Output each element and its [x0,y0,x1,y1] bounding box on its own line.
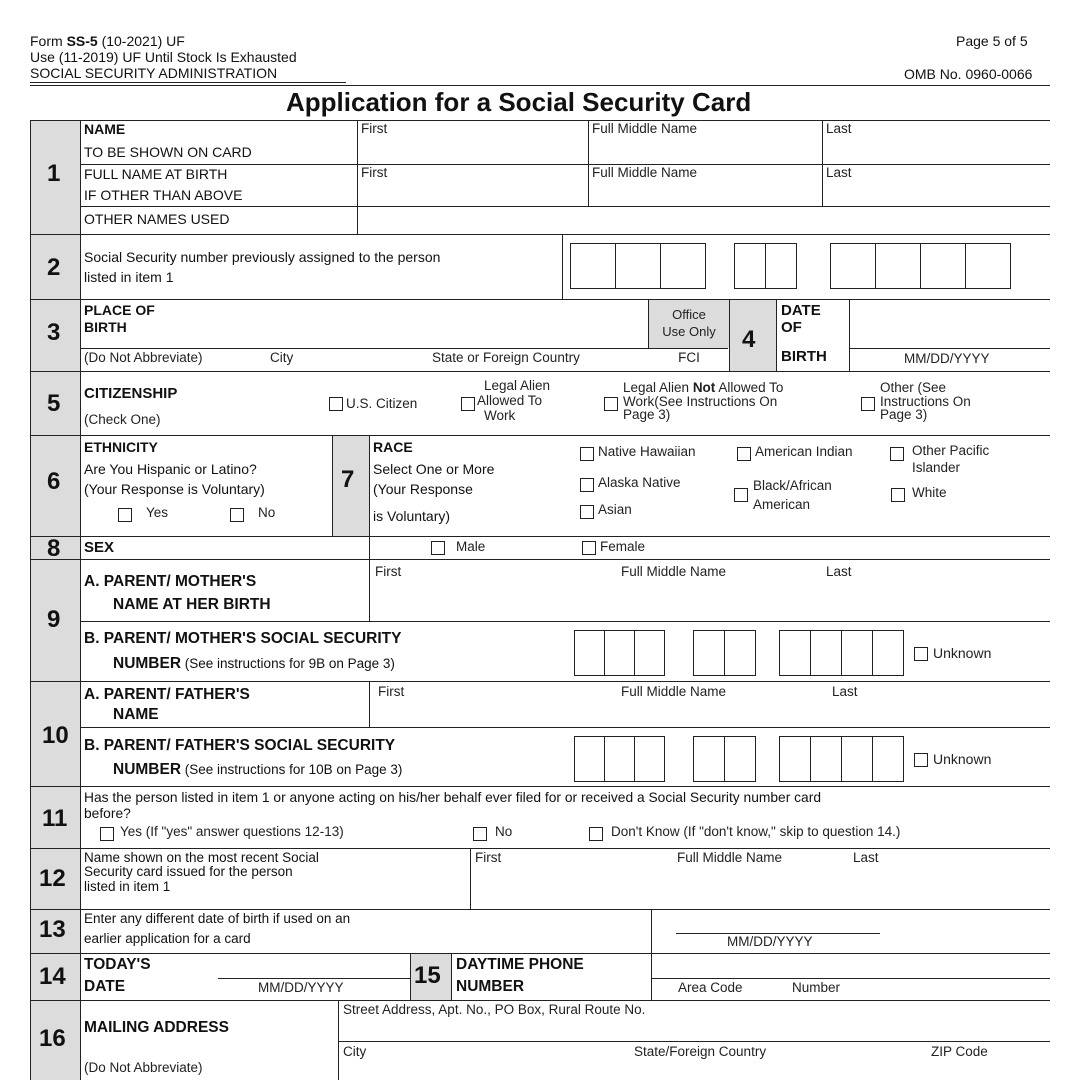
alaska-native-label: Alaska Native [598,475,681,490]
todays-date-format: MM/DD/YYYY [258,980,344,995]
item-14-number: 14 [39,963,66,990]
dob-format: MM/DD/YYYY [904,351,990,366]
hispanic-yes-label: Yes [146,505,169,520]
mailing-address-title: MAILING ADDRESS [84,1019,229,1036]
legal-alien-allowed-checkbox[interactable] [461,397,475,411]
item-3-number: 3 [47,319,61,346]
item-4-number: 4 [742,326,756,353]
item-6-number: 6 [47,468,61,495]
page-number: Page 5 of 5 [956,33,1028,49]
card-first-label: First [361,121,388,136]
father-ssn-unknown-label: Unknown [933,751,992,767]
recent-card-label-1: Name shown on the most recent Social [84,850,319,865]
na-pre: Legal Alien [623,380,693,395]
item-2-number: 2 [47,254,61,281]
mother-first-label: First [375,564,402,579]
dob-title-2: OF [781,319,802,336]
prior-card-yes-label: Yes (If "yes" answer questions 12-13) [120,824,344,839]
hispanic-no-label: No [258,505,276,520]
recent-first-label: First [475,850,502,865]
father-name-title-1: A. PARENT/ FATHER'S [84,686,250,703]
sex-male-checkbox[interactable] [431,541,445,555]
birth-last-label: Last [826,165,852,180]
mother-name-title-1: A. PARENT/ MOTHER'S [84,573,257,590]
white-checkbox[interactable] [891,488,905,502]
mother-ssn-unknown-checkbox[interactable] [914,647,928,661]
mother-name-title-2: NAME AT HER BIRTH [113,596,271,613]
name-on-card-sub: TO BE SHOWN ON CARD [84,144,252,160]
other-citizenship-label-2: Instructions On [880,394,971,409]
prior-card-dont-know-label: Don't Know (If "don't know," skip to question 14.) [611,824,901,839]
recent-card-label-2: Security card issued for the person [84,864,293,879]
father-first-label: First [378,684,405,699]
name-at-birth-label-1: FULL NAME AT BIRTH [84,166,228,182]
black-label-2: American [753,497,811,512]
mother-ssn-area-boxes[interactable] [574,630,665,676]
diff-dob-label-2: earlier application for a card [84,931,251,946]
ethnicity-title: ETHNICITY [84,439,158,455]
prior-card-no-checkbox[interactable] [473,827,487,841]
diff-dob-label-1: Enter any different date of birth if used on an [84,911,351,926]
father-ssn-unknown-checkbox[interactable] [914,753,928,767]
us-citizen-label: U.S. Citizen [346,396,418,411]
birth-state-label: State or Foreign Country [432,350,580,365]
father-ssn-title-1: B. PARENT/ FATHER'S SOCIAL SECURITY [84,737,396,754]
item-12-number: 12 [39,865,66,892]
na-post: Allowed To [715,380,784,395]
item-1-number: 1 [47,160,61,187]
hispanic-no-checkbox[interactable] [230,508,244,522]
race-label-3: is Voluntary) [373,508,451,524]
us-citizen-checkbox[interactable] [329,397,343,411]
mother-ssn-group-boxes[interactable] [693,630,756,676]
item-8-number: 8 [47,535,61,562]
item-10-number: 10 [42,722,69,749]
card-middle-label: Full Middle Name [592,121,698,136]
na-not: Not [692,380,716,395]
legal-alien-allowed-label-1: Legal Alien [484,378,551,393]
mailing-address-sub: (Do Not Abbreviate) [84,1060,203,1075]
other-pacific-label-2: Islander [912,460,961,475]
name-on-card-title: NAME [84,121,126,137]
legal-alien-not-allowed-label-1 [623,381,783,395]
white-label: White [912,485,947,500]
father-ssn-serial-boxes[interactable] [779,736,904,782]
legal-alien-not-allowed-label-2: Work(See Instructions On [623,394,778,409]
place-of-birth-sub: (Do Not Abbreviate) [84,350,203,365]
mother-ssn-number-word: NUMBER [113,655,182,672]
item-16-number: 16 [39,1025,66,1052]
other-pacific-label-1: Other Pacific [912,443,990,458]
birth-middle-label: Full Middle Name [592,165,698,180]
fci-label: FCI [678,350,700,365]
phone-number-label: Number [792,980,841,995]
father-last-label: Last [832,684,858,699]
mother-last-label: Last [826,564,852,579]
office-use-label-2: Use Only [662,324,716,339]
prior-card-yes-checkbox[interactable] [100,827,114,841]
mother-ssn-unknown-label: Unknown [933,645,992,661]
sex-male-label: Male [456,539,486,554]
sex-female-label: Female [600,539,646,554]
legal-alien-not-allowed-checkbox[interactable] [604,397,618,411]
office-use-label-1: Office [672,307,706,322]
item-15-number: 15 [414,962,441,989]
mother-middle-label: Full Middle Name [621,564,727,579]
father-ssn-note: (See instructions for 10B on Page 3) [181,762,403,777]
mother-ssn-note: (See instructions for 9B on Page 3) [181,656,395,671]
asian-checkbox[interactable] [580,505,594,519]
mother-ssn-serial-boxes[interactable] [779,630,904,676]
card-last-label: Last [826,121,852,136]
legal-alien-allowed-label-3: Work [484,408,516,423]
item-5-number: 5 [47,390,61,417]
address-zip-label: ZIP Code [931,1044,988,1059]
prev-ssn-serial-boxes[interactable] [830,243,1011,289]
citizenship-sub: (Check One) [84,412,161,427]
todays-date-title-2: DATE [84,978,126,995]
prev-ssn-group-boxes[interactable] [734,243,797,289]
sex-title: SEX [84,539,115,556]
other-citizenship-label-1: Other (See [880,380,947,395]
father-name-title-2: NAME [113,706,159,723]
diff-dob-format: MM/DD/YYYY [727,934,813,949]
address-state-label: State/Foreign Country [634,1044,767,1059]
daytime-phone-title-2: NUMBER [456,978,525,995]
item-9-number: 9 [47,606,61,633]
father-ssn-number-word: NUMBER [113,761,182,778]
father-ssn-group-boxes[interactable] [693,736,756,782]
race-label-2: (Your Response [373,481,473,497]
prev-ssn-label-1: Social Security number previously assigned to the person [84,249,441,265]
birth-first-label: First [361,165,388,180]
phone-area-code-label: Area Code [678,980,743,995]
alaska-native-checkbox[interactable] [580,478,594,492]
prior-card-dont-know-checkbox[interactable] [589,827,603,841]
prior-card-question-2: before? [84,806,131,821]
recent-card-label-3: listed in item 1 [84,879,171,894]
mother-ssn-title-1: B. PARENT/ MOTHER'S SOCIAL SECURITY [84,630,402,647]
prior-card-no-label: No [495,824,513,839]
omb-number: OMB No. 0960-0066 [904,66,1033,82]
race-label-1: Select One or More [373,461,495,477]
asian-label: Asian [598,502,632,517]
item-11-number: 11 [42,805,68,832]
other-citizenship-checkbox[interactable] [861,397,875,411]
address-city-label: City [343,1044,367,1059]
form-code: SS-5 [66,33,98,49]
place-of-birth-title-2: BIRTH [84,319,127,335]
american-indian-checkbox[interactable] [737,447,751,461]
form-number [30,33,185,49]
form-suffix: (10-2021) UF [97,33,185,49]
dob-title-1: DATE [781,302,821,319]
todays-date-title-1: TODAY'S [84,956,151,973]
item-7-number: 7 [341,466,355,493]
father-ssn-area-boxes[interactable] [574,736,665,782]
race-title: RACE [373,439,413,455]
street-address-label: Street Address, Apt. No., PO Box, Rural Route No. [343,1002,646,1017]
item-13-number: 13 [39,916,66,943]
form-prefix: Form [30,33,67,49]
legal-alien-not-allowed-label-3: Page 3) [623,407,671,422]
name-at-birth-label-2: IF OTHER THAN ABOVE [84,187,243,203]
recent-last-label: Last [853,850,879,865]
recent-middle-label: Full Middle Name [677,850,783,865]
other-pacific-checkbox[interactable] [890,447,904,461]
father-middle-label: Full Middle Name [621,684,727,699]
american-indian-label: American Indian [755,444,853,459]
prev-ssn-label-2: listed in item 1 [84,269,174,285]
sex-female-checkbox[interactable] [582,541,596,555]
other-citizenship-label-3: Page 3) [880,407,928,422]
place-of-birth-title-1: PLACE OF [84,302,155,318]
native-hawaiian-label: Native Hawaiian [598,444,696,459]
agency-name: SOCIAL SECURITY ADMINISTRATION [30,65,278,81]
ethnicity-question: Are You Hispanic or Latino? [84,461,257,477]
black-african-american-checkbox[interactable] [734,488,748,502]
ethnicity-note: (Your Response is Voluntary) [84,481,265,497]
prev-ssn-area-boxes[interactable] [570,243,706,289]
dob-title-3: BIRTH [781,348,827,365]
father-ssn-title-2 [113,761,402,779]
black-label-1: Black/African [753,478,832,493]
use-until-line: Use (11-2019) UF Until Stock Is Exhausted [30,49,297,65]
birth-city-label: City [270,350,294,365]
form-title: Application for a Social Security Card [286,87,752,117]
mother-ssn-title-2 [113,655,395,673]
hispanic-yes-checkbox[interactable] [118,508,132,522]
other-names-label: OTHER NAMES USED [84,211,230,227]
citizenship-title: CITIZENSHIP [84,385,178,402]
daytime-phone-title-1: DAYTIME PHONE [456,956,584,973]
prior-card-question-1: Has the person listed in item 1 or anyone acting on his/her behalf ever filed for or received a Social Security number card [84,790,821,805]
native-hawaiian-checkbox[interactable] [580,447,594,461]
legal-alien-allowed-label-2: Allowed To [477,393,543,408]
